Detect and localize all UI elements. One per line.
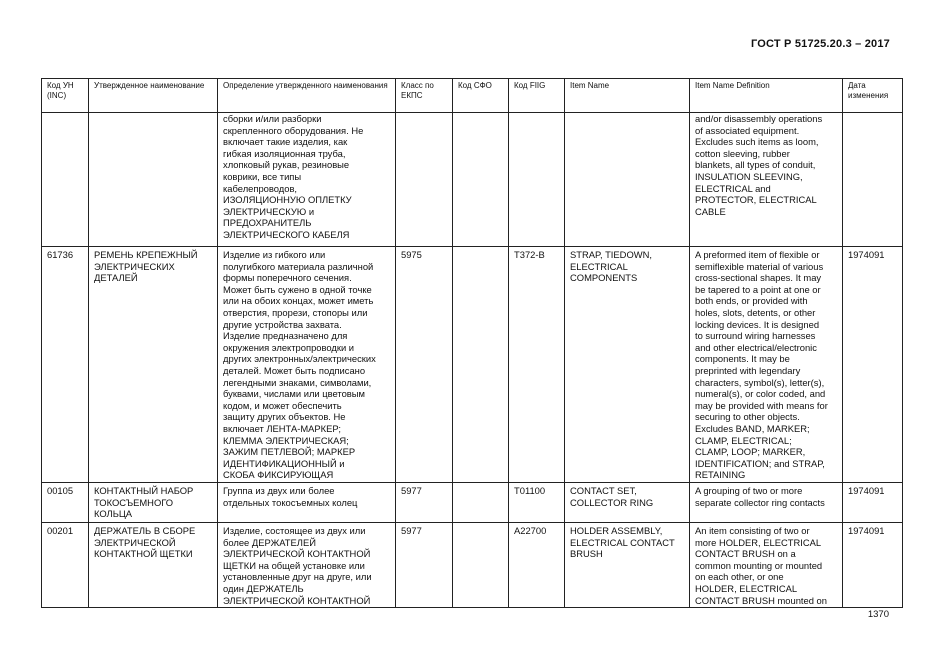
column-header-fiig-code: Код FIIG: [509, 79, 565, 113]
cell-approved-definition: Изделие из гибкого или полугибкого материала различной формы поперечного сечения. Может быть сужено в одной точке или на обоих концах, может иметь отверстия, прорези, стопоры или другие устройства захвата. Изделие предназначено для окружения электропроводки и других электронных/электрических деталей. Может быть подписано легендными знаками, символами, буквами, числами или цветовым кодом, и может обеспечить защиту других объектов. Не включает ЛЕНТА-МАРКЕР; КЛЕММА ЭЛЕКТРИЧЕСКАЯ; ЗАЖИМ ПЕТЛЕВОЙ; МАРКЕР ИДЕНТИФИКАЦИОННЫЙ и СКОБА ФИКСИРУЮЩАЯ: [218, 247, 396, 483]
cell-ekps-class: 5977: [396, 483, 453, 523]
cell-item-name-definition: and/or disassembly operations of associated equipment. Excludes such items as loom, cotton sleeving, rubber blankets, all types of conduit, INSULATION SLEEVING, ELECTRICAL and PROTECTOR, ELECTRICAL CABLE: [690, 113, 843, 247]
table-header-row: [42, 79, 903, 113]
cell-item-name: CONTACT SET, COLLECTOR RING: [565, 483, 690, 523]
cell-item-name-definition: A preformed item of flexible or semiflexible material of various cross-sectional shapes. It may be tapered to a point at one or both ends, or provided with holes, slots, detents, or other locking devices. It is designed to surround wiring harnesses and other electrical/electronic components. It may be preprinted with legendary characters, symbol(s), letter(s), numeral(s), or color coded, and may be provided with means for securing to other objects. Excludes BAND, MARKER; CLAMP, ELECTRICAL; CLAMP, LOOP; MARKER, IDENTIFICATION; and STRAP, RETAINING: [690, 247, 843, 483]
cell-fiig-code: [509, 113, 565, 247]
cell-approved-definition: Изделие, состоящее из двух или более ДЕРЖАТЕЛЕЙ ЭЛЕКТРИЧЕСКОЙ КОНТАКТНОЙ ЩЕТКИ на общей установке или установленные друг на друге, или один ДЕРЖАТЕЛЬ ЭЛЕКТРИЧЕСКОЙ КОНТАКТНОЙ: [218, 523, 396, 608]
column-header-item-name-definition: Item Name Definition: [690, 79, 843, 113]
cell-inc: [42, 113, 89, 247]
cell-sfo-code: [453, 523, 509, 608]
cell-change-date: 1974091: [843, 247, 903, 483]
cell-approved-name: ДЕРЖАТЕЛЬ В СБОРЕ ЭЛЕКТРИЧЕСКОЙ КОНТАКТНОЙ ЩЕТКИ: [89, 523, 218, 608]
document-standard-header: ГОСТ Р 51725.20.3 – 2017: [750, 38, 890, 50]
cell-inc: 00105: [42, 483, 89, 523]
cell-inc: 61736: [42, 247, 89, 483]
classification-table: [41, 78, 903, 608]
cell-ekps-class: 5977: [396, 523, 453, 608]
cell-change-date: [843, 113, 903, 247]
cell-item-name-definition: A grouping of two or more separate collector ring contacts: [690, 483, 843, 523]
cell-change-date: 1974091: [843, 483, 903, 523]
cell-approved-definition: Группа из двух или более отдельных токосъемных колец: [218, 483, 396, 523]
cell-approved-name: КОНТАКТНЫЙ НАБОР ТОКОСЪЕМНОГО КОЛЬЦА: [89, 483, 218, 523]
cell-fiig-code: T372-B: [509, 247, 565, 483]
column-header-inc: Код УН (INC): [42, 79, 89, 113]
column-header-sfo-code: Код СФО: [453, 79, 509, 113]
cell-approved-name: [89, 113, 218, 247]
cell-inc: 00201: [42, 523, 89, 608]
cell-ekps-class: [396, 113, 453, 247]
cell-change-date: 1974091: [843, 523, 903, 608]
table-row: [42, 523, 903, 608]
cell-sfo-code: [453, 113, 509, 247]
column-header-approved-name: Утвержденное наименование: [89, 79, 218, 113]
cell-approved-definition: сборки и/или разборки скрепленного оборудования. Не включает такие изделия, как гибкая изоляционная труба, хлопковый рукав, резиновые коврики, все типы кабелепроводов, ИЗОЛЯЦИОННУЮ ОПЛЕТКУ ЭЛЕКТРИЧЕСКУЮ и ПРЕДОХРАНИТЕЛЬ ЭЛЕКТРИЧЕСКОГО КАБЕЛЯ: [218, 113, 396, 247]
table-row: [42, 113, 903, 247]
cell-item-name: [565, 113, 690, 247]
column-header-change-date: Дата изменения: [843, 79, 903, 113]
column-header-approved-definition: Определение утвержденного наименования: [218, 79, 396, 113]
table-row: [42, 483, 903, 523]
cell-item-name: HOLDER ASSEMBLY, ELECTRICAL CONTACT BRUSH: [565, 523, 690, 608]
cell-ekps-class: 5975: [396, 247, 453, 483]
column-header-ekps-class: Класс по ЕКПС: [396, 79, 453, 113]
cell-sfo-code: [453, 247, 509, 483]
cell-item-name: STRAP, TIEDOWN, ELECTRICAL COMPONENTS: [565, 247, 690, 483]
cell-item-name-definition: An item consisting of two or more HOLDER, ELECTRICAL CONTACT BRUSH on a common mounting or mounted on each other, or one HOLDER, ELECTRICAL CONTACT BRUSH mounted on: [690, 523, 843, 608]
cell-fiig-code: A22700: [509, 523, 565, 608]
column-header-item-name: Item Name: [565, 79, 690, 113]
cell-sfo-code: [453, 483, 509, 523]
cell-fiig-code: T01100: [509, 483, 565, 523]
page-number: 1370: [867, 609, 889, 620]
cell-approved-name: РЕМЕНЬ КРЕПЕЖНЫЙ ЭЛЕКТРИЧЕСКИХ ДЕТАЛЕЙ: [89, 247, 218, 483]
table-row: [42, 247, 903, 483]
